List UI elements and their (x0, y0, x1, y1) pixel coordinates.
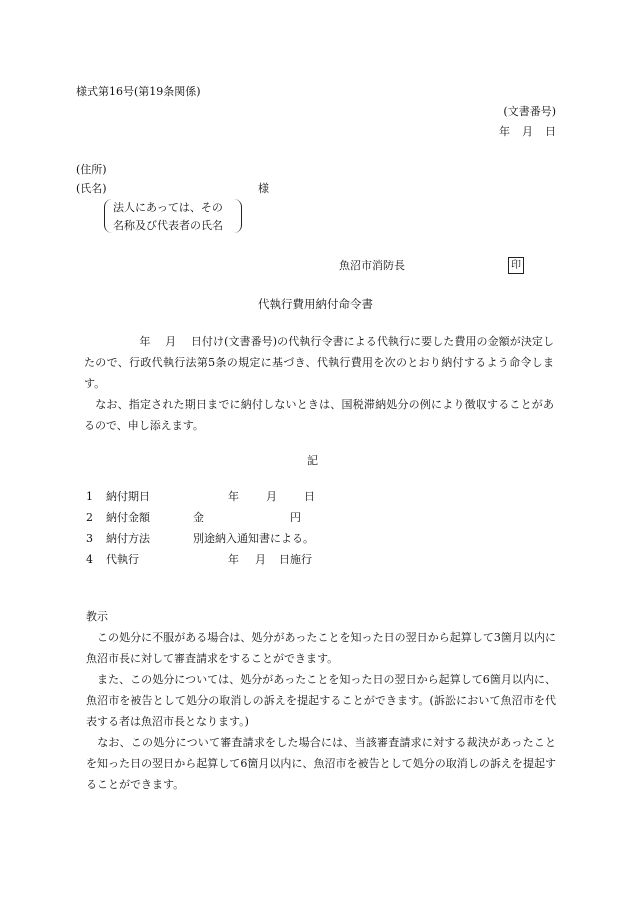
ki-heading: 記 (307, 454, 318, 467)
body-paragraph-2: なお、指定された期日までに納付しないときは、国税滞納処分の例により徴収することがあるので、申し添えます。 (84, 398, 554, 432)
item-label: 納付金額 (106, 511, 150, 524)
address-label: (住所) (76, 163, 107, 176)
list-item (86, 510, 386, 531)
item-value: 金 (193, 511, 204, 524)
item-number: 2 (86, 511, 93, 524)
item-value: 月 (255, 553, 266, 566)
notice-paragraph-2: また、この処分については、処分があったことを知った日の翌日から起算して6箇月以内に、魚沼市を被告として処分の取消しの訴えを提起することができます。(訴訟において魚沼市を代表する者は魚沼市長となります。) (86, 673, 556, 728)
item-number: 1 (86, 490, 93, 503)
issuer-title: 魚沼市消防長 (339, 259, 405, 272)
list-item (86, 552, 386, 573)
item-value: 年 (228, 553, 239, 566)
seal-mark: 印 (508, 257, 524, 274)
corporation-note (104, 199, 242, 233)
document-title: 代執行費用納付命令書 (258, 297, 373, 311)
item-label: 代執行 (106, 553, 139, 566)
item-value: 日施行 (279, 553, 312, 566)
item-value: 月 (266, 490, 277, 503)
item-number: 3 (86, 532, 93, 545)
notice-paragraph-1: この処分に不服がある場合は、処分があったことを知った日の翌日から起算して3箇月以内に魚沼市長に対して審査請求をすることができます。 (86, 631, 556, 665)
list-item (86, 489, 386, 510)
item-value: 年 (228, 490, 239, 503)
item-label: 納付方法 (106, 532, 150, 545)
notice-paragraph-3: なお、この処分について審査請求をした場合には、当該審査請求に対する裁決があったことを知った日の翌日から起算して6箇月以内に、魚沼市を被告として処分の取消しの訴えを提起することができます。 (86, 736, 556, 791)
corporation-note-line-1: 法人にあっては、その (113, 201, 223, 214)
form-number: 様式第16号(第19条関係) (76, 85, 201, 98)
appeal-notice (86, 606, 556, 795)
corporation-note-line-2: 名称及び代表者の氏名 (113, 218, 223, 232)
item-value: 円 (290, 511, 301, 524)
item-label: 納付期日 (106, 490, 150, 503)
item-value: 別途納入通知書による。 (193, 532, 314, 545)
date-month: 月 (522, 125, 533, 138)
item-value: 日 (304, 490, 315, 503)
notice-heading: 教示 (86, 610, 108, 623)
body-text (84, 331, 554, 436)
item-number: 4 (86, 553, 93, 566)
date-year: 年 (499, 125, 510, 138)
issue-date (499, 124, 556, 141)
name-label: (氏名) (76, 182, 107, 195)
honorific: 様 (258, 182, 269, 195)
item-list (86, 489, 386, 573)
document-number: (文書番号) (503, 105, 556, 118)
list-item (86, 531, 386, 552)
body-paragraph-1: 年 月 日付け(文書番号)の代執行令書による代執行に要した費用の金額が決定したので、行政代執行法第5条の規定に基づき、代執行費用を次のとおり納付するよう命令します。 (84, 335, 554, 390)
date-day: 日 (545, 125, 556, 138)
